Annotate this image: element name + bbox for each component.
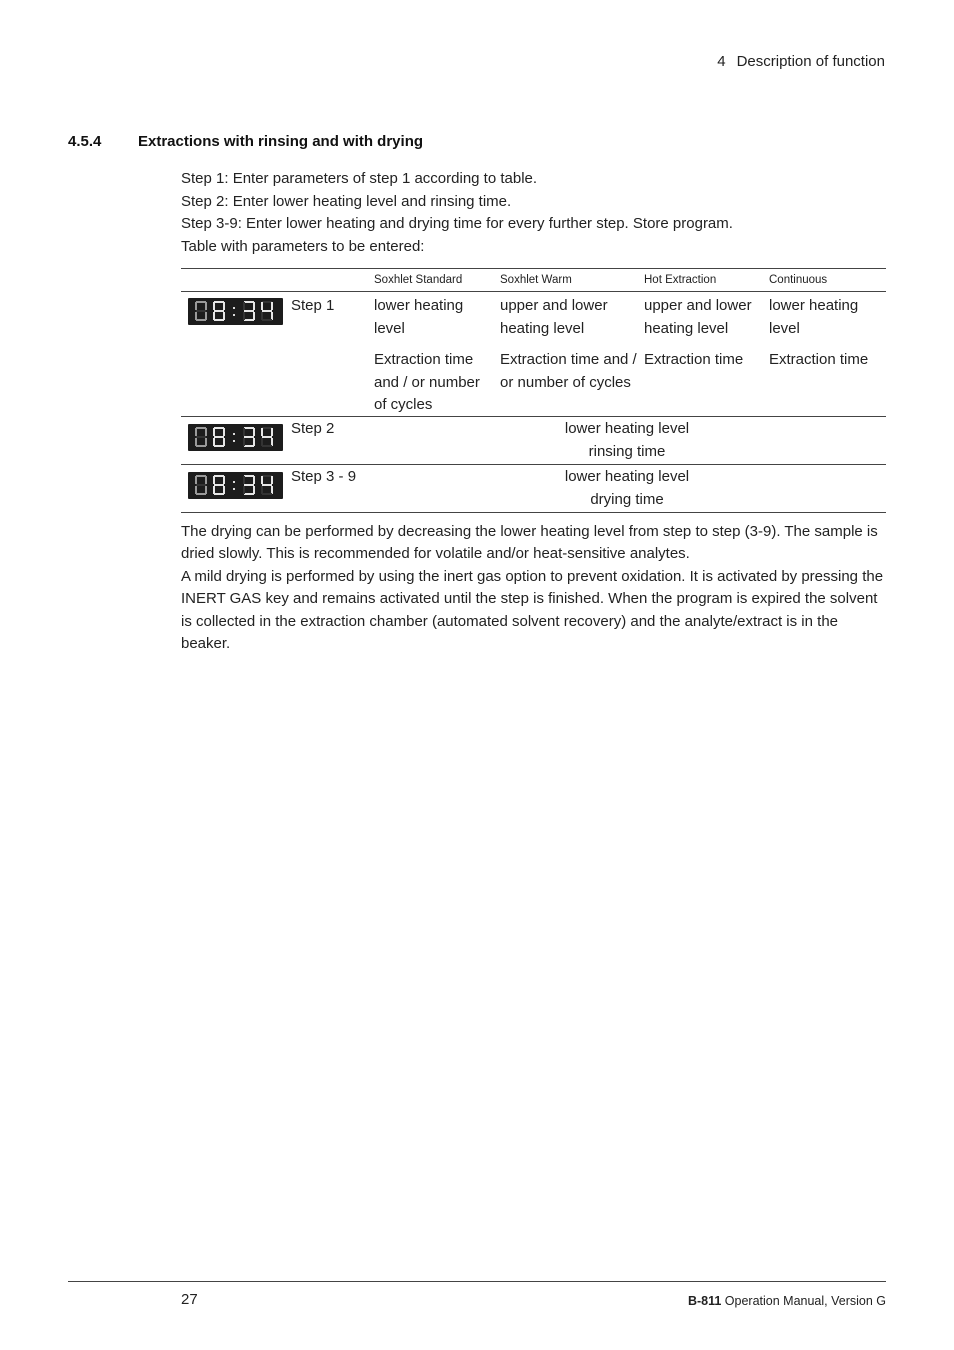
section-title: Extractions with rinsing and with drying [138, 133, 424, 150]
product-name: B-811 [687, 1294, 722, 1308]
step-label: Step 3 - 9 [291, 468, 357, 485]
table-row-step-1 [181, 291, 886, 416]
intro-line: Table with parameters to be entered: [181, 238, 425, 256]
column-header-hot-extraction: Hot Extraction [644, 274, 717, 286]
table-row-step-3-9 [181, 464, 886, 512]
lcd-display-icon [188, 472, 283, 499]
page-number: 27 [181, 1291, 198, 1308]
column-header-soxhlet-warm: Soxhlet Warm [500, 274, 572, 286]
column-header-continuous: Continuous [769, 274, 828, 286]
running-header [717, 53, 885, 70]
time-hot-extraction: Extraction time [644, 351, 744, 368]
heating-hot-extraction: upper and lower heating level [644, 297, 752, 337]
heating-continuous: lower heating level [769, 297, 859, 337]
manual-name: Operation Manual, Version G [724, 1294, 886, 1308]
column-header-soxhlet-standard: Soxhlet Standard [374, 274, 463, 286]
time-continuous: Extraction time [769, 351, 869, 368]
parameter-table [181, 268, 886, 513]
heating-soxhlet-warm: upper and lower heating level [500, 297, 608, 337]
intro-line: Step 1: Enter parameters of step 1 according to table. [181, 170, 538, 187]
paragraph: The drying can be performed by decreasing the lower heating level from step to step (3-9). The sample is dried slowly. This is recommended for volatile and/or heat-sensitive analytes. [181, 523, 878, 563]
time-soxhlet-standard: Extraction time and / or number of cycles [374, 351, 480, 413]
table-row-step-2 [181, 416, 886, 464]
chapter-number: 4 [717, 53, 726, 70]
lcd-display-icon [188, 298, 283, 325]
body-text [181, 521, 891, 655]
lcd-display-icon [188, 424, 283, 451]
footer-divider [68, 1281, 886, 1282]
table-header-row [181, 269, 886, 291]
section-heading [68, 133, 423, 150]
paragraph: A mild drying is performed by using the inert gas option to prevent oxidation. It is activated by pressing the INERT GAS key and remains activated until the step is finished. When the program is expired the solvent is collected in the extraction chamber (automated solvent recovery) and the analyte/extract is in the beaker. [181, 567, 884, 653]
step-label: Step 2 [291, 420, 335, 437]
parameter-line: rinsing time [588, 442, 666, 460]
step-label: Step 1 [291, 297, 335, 314]
intro-line: Step 3-9: Enter lower heating and drying time for every further step. Store program. [181, 215, 733, 233]
parameter-line: drying time [590, 490, 664, 508]
step-3-9-parameters [401, 466, 853, 511]
section-number: 4.5.4 [68, 133, 102, 150]
time-soxhlet-warm: Extraction time and / or number of cycles [500, 351, 637, 391]
intro-instructions [181, 168, 886, 259]
intro-line: Step 2: Enter lower heating level and rinsing time. [181, 192, 512, 210]
parameter-line: lower heating level [564, 468, 690, 485]
chapter-title: Description of function [736, 53, 885, 70]
footer-title [688, 1294, 886, 1308]
heating-soxhlet-standard: lower heating level [374, 297, 464, 337]
parameter-line: lower heating level [564, 420, 690, 437]
step-2-parameters [401, 418, 853, 463]
